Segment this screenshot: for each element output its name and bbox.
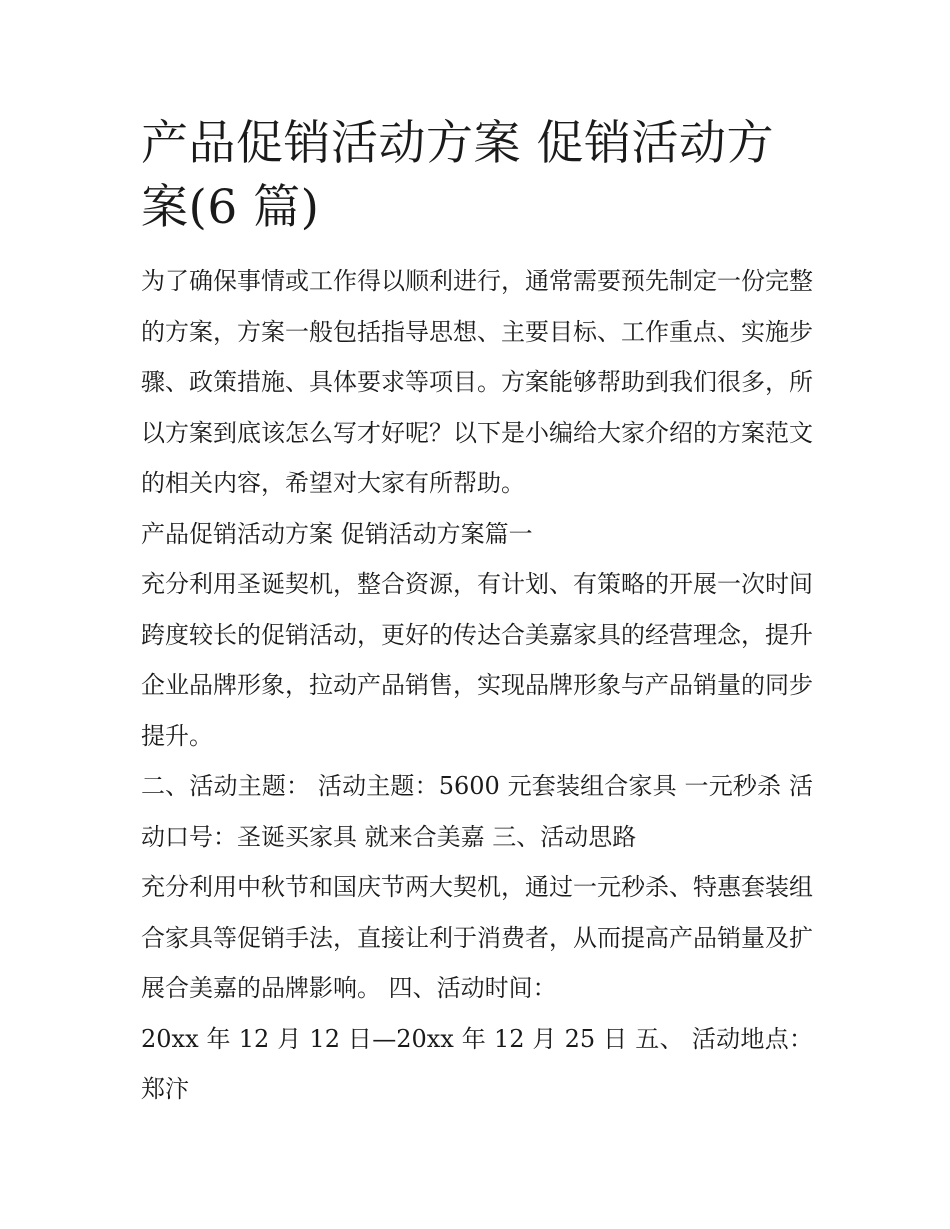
body-paragraph: 充分利用中秋节和国庆节两大契机，通过一元秒杀、特惠套装组合家具等促销手法，直接让利于消费者，从而提高产品销量及扩展合美嘉的品牌影响。 四、活动时间： [141,873,813,1002]
section-heading: 产品促销活动方案 促销活动方案篇一 [141,519,533,548]
body-paragraph: 充分利用圣诞契机，整合资源，有计划、有策略的开展一次时间跨度较长的促销活动，更好的传达合美嘉家具的经营理念，提升企业品牌形象，拉动产品销售，实现品牌形象与产品销量的同步提升。 [141,570,813,750]
intro-paragraph: 为了确保事情或工作得以顺利进行，通常需要预先制定一份完整的方案，方案一般包括指导思想、主要目标、工作重点、实施步骤、政策措施、具体要求等项目。方案能够帮助到我们很多，所以方案到底该怎么写才好呢？以下是小编给大家介绍的方案范文的相关内容，希望对大家有所帮助。 [141,267,813,497]
body-paragraph: 二、活动主题： 活动主题：5600 元套装组合家具 一元秒杀 活动口号：圣诞买家具 就来合美嘉 三、活动思路 [141,772,813,851]
body-paragraph: 20xx 年 12 月 12 日—20xx 年 12 月 25 日 五、 活动地点： 郑汴 [141,1024,813,1103]
document-title: 产品促销活动方案 促销活动方案(6 篇) [141,116,774,235]
document-body [141,112,813,1115]
